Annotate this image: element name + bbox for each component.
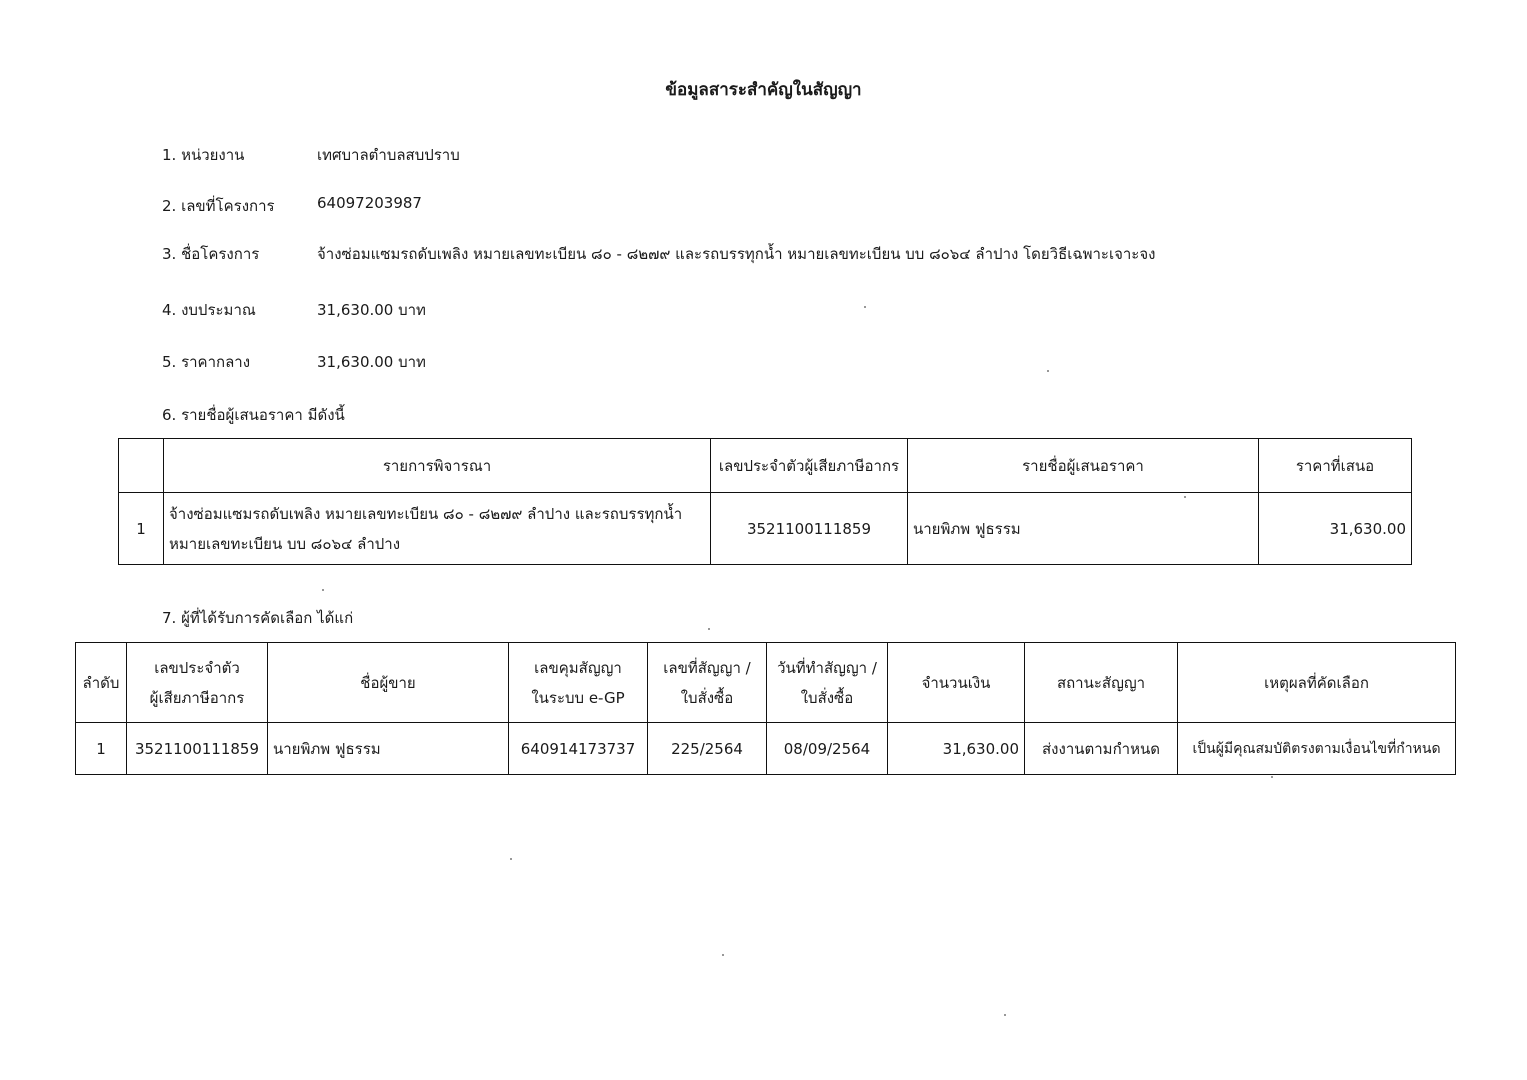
field-budget-label: 4. งบประมาณ <box>162 301 256 319</box>
bidder-row-item-line2: หมายเลขทะเบียน บบ ๘๐๖๔ ลำปาง <box>169 534 401 553</box>
header-date-line1: วันที่ทำสัญญา / <box>777 658 877 677</box>
header-tax-id-line2: ผู้เสียภาษีอากร <box>149 688 245 707</box>
header-bidder: รายชื่อผู้เสนอราคา <box>908 439 1259 493</box>
field-median-price-value: 31,630.00 บาท <box>317 353 426 371</box>
field-project-name-label: 3. ชื่อโครงการ <box>162 245 260 263</box>
header-item: รายการพิจารณา <box>164 439 711 493</box>
selected-row-amount: 31,630.00 <box>888 723 1025 775</box>
scan-speck <box>722 954 724 956</box>
selected-row-status: ส่งงานตามกำหนด <box>1025 723 1178 775</box>
bidder-row-item <box>164 493 711 565</box>
bidders-table-header <box>119 439 1412 493</box>
header-egp-line1: เลขคุมสัญญา <box>534 658 622 677</box>
header-blank <box>119 439 164 493</box>
header-no: ลำดับ <box>76 643 127 723</box>
bidder-row-item-line1: จ้างซ่อมแซมรถดับเพลิง หมายเลขทะเบียน ๘๐ - ๘๒๗๙ ลำปาง และรถบรรทุกน้ำ <box>169 504 683 523</box>
scan-speck <box>1047 370 1049 372</box>
header-seller: ชื่อผู้ขาย <box>268 643 509 723</box>
scan-speck <box>864 306 866 308</box>
bidder-row-name: นายพิภพ ฟูธรรม <box>908 493 1259 565</box>
bidder-row-price: 31,630.00 <box>1259 493 1412 565</box>
header-egp-line2: ในระบบ e-GP <box>531 688 625 707</box>
scan-speck <box>510 858 512 860</box>
header-egp <box>509 643 648 723</box>
bidder-row-tax-id: 3521100111859 <box>711 493 908 565</box>
document-title: ข้อมูลสาระสำคัญในสัญญา <box>665 80 862 100</box>
selected-heading-text: 7. ผู้ที่ได้รับการคัดเลือก ได้แก่ <box>162 609 354 627</box>
header-date <box>767 643 888 723</box>
header-tax-id <box>127 643 268 723</box>
scan-speck <box>322 589 324 591</box>
table-row <box>76 723 1456 775</box>
selected-row-tax-id: 3521100111859 <box>127 723 268 775</box>
selected-row-date: 08/09/2564 <box>767 723 888 775</box>
scan-speck <box>708 628 710 630</box>
selected-row-contract-no: 225/2564 <box>648 723 767 775</box>
header-date-line2: ใบสั่งซื้อ <box>800 688 854 707</box>
scan-speck <box>1184 496 1186 498</box>
header-amount: จำนวนเงิน <box>888 643 1025 723</box>
selected-row-no: 1 <box>76 723 127 775</box>
bidders-heading-text: 6. รายชื่อผู้เสนอราคา มีดังนี้ <box>162 406 345 424</box>
selected-row-reason: เป็นผู้มีคุณสมบัติตรงตามเงื่อนไขที่กำหนด <box>1178 723 1456 775</box>
field-agency-value: เทศบาลตำบลสบปราบ <box>317 146 460 164</box>
header-tax-id-line1: เลขประจำตัว <box>154 658 240 677</box>
field-median-price-label: 5. ราคากลาง <box>162 353 251 371</box>
header-contract-no-line1: เลขที่สัญญา / <box>663 658 751 677</box>
scan-speck <box>1271 776 1273 778</box>
bidder-row-no: 1 <box>119 493 164 565</box>
selected-table-header <box>76 643 1456 723</box>
header-price: ราคาที่เสนอ <box>1259 439 1412 493</box>
field-agency-label: 1. หน่วยงาน <box>162 146 245 164</box>
scan-speck <box>1004 1014 1006 1016</box>
selected-table <box>75 642 1456 775</box>
header-status: สถานะสัญญา <box>1025 643 1178 723</box>
field-project-name-value: จ้างซ่อมแซมรถดับเพลิง หมายเลขทะเบียน ๘๐ - ๘๒๗๙ และรถบรรทุกน้ำ หมายเลขทะเบียน บบ ๘๐๖๔ ลำปาง โดยวิธีเฉพาะเจาะจง <box>317 245 1156 263</box>
header-contract-no-line2: ใบสั่งซื้อ <box>680 688 734 707</box>
field-project-number-label: 2. เลขที่โครงการ <box>162 197 275 215</box>
bidders-table <box>118 438 1412 565</box>
table-row <box>119 493 1412 565</box>
field-budget-value: 31,630.00 บาท <box>317 301 426 319</box>
header-contract-no <box>648 643 767 723</box>
field-project-number-value: 64097203987 <box>317 194 422 212</box>
header-reason: เหตุผลที่คัดเลือก <box>1178 643 1456 723</box>
selected-row-seller: นายพิภพ ฟูธรรม <box>268 723 509 775</box>
selected-row-egp: 640914173737 <box>509 723 648 775</box>
header-tax-id: เลขประจำตัวผู้เสียภาษีอากร <box>711 439 908 493</box>
